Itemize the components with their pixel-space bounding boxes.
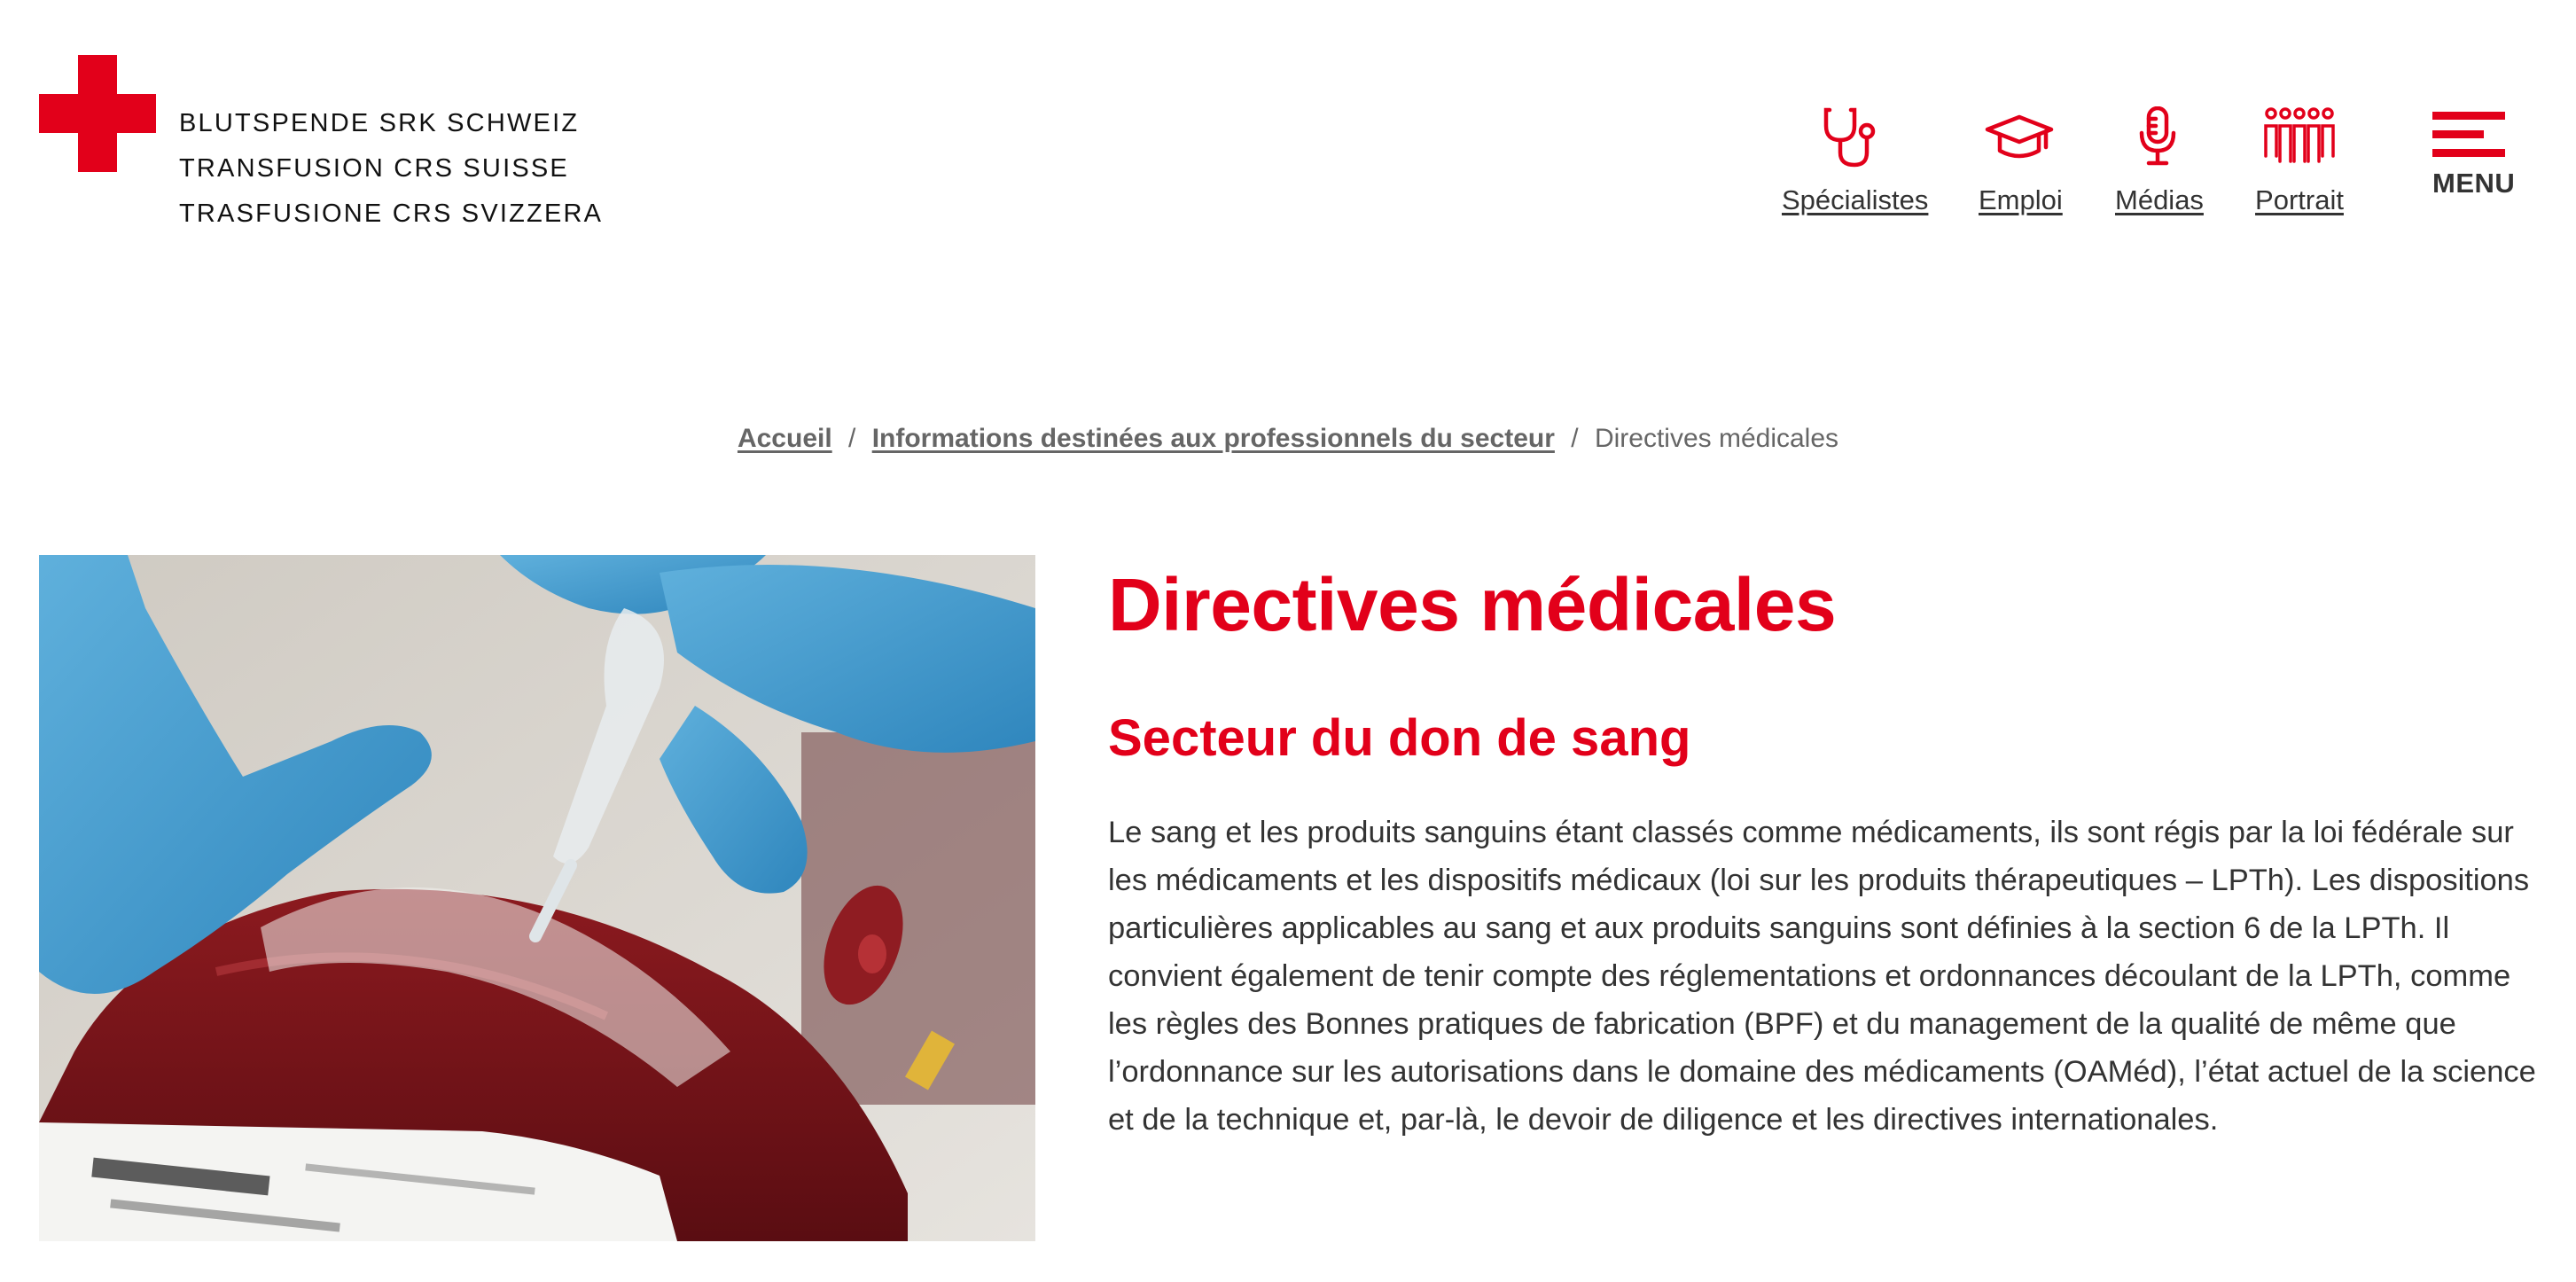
- nav-label-portrait: Portrait: [2255, 184, 2344, 215]
- menu-label: MENU: [2432, 168, 2516, 199]
- logo-line-it: TRASFUSIONE CRS SVIZZERA: [179, 199, 604, 228]
- nav-item-portrait[interactable]: [2255, 106, 2344, 216]
- nav-item-emploi[interactable]: [1979, 106, 2063, 216]
- nav-label-specialistes: Spécialistes: [1782, 184, 1929, 215]
- breadcrumb-link-accueil[interactable]: Accueil: [737, 424, 832, 453]
- breadcrumb-current: Directives médicales: [1594, 424, 1839, 453]
- logo-wordmark: [179, 101, 603, 237]
- graduation-cap-icon: [1984, 106, 2055, 168]
- intro-paragraph: Le sang et les produits sanguins étant classés comme médicaments, ils sont régis par la loi fédérale sur les médicaments et les dispositifs médicaux (loi sur les produits thérapeutiques – LPTh). Les dispositions particulières applicables au sang et aux produits sanguins sont définies à la section 6 de la LPTh. Il convient également de tenir compte des réglementations et ordonnances découlant de la LPTh, comme les règles des Bonnes pratiques de fabrication (BPF) et du management de la qualité de même que l’ordonnance sur les autorisations dans le domaine des médicaments (OAMéd), l’état actuel de la science et de la technique et, par-là, le devoir de diligence et les directives internationales.: [1108, 816, 2536, 1137]
- breadcrumb-link-informations[interactable]: Informations destinées aux professionnels du secteur: [871, 424, 1555, 453]
- stethoscope-icon: [1817, 106, 1888, 168]
- nav-label-emploi: Emploi: [1979, 184, 2063, 215]
- hero-image-blood-bag: [39, 555, 1035, 1241]
- main-content: [1108, 560, 2544, 1144]
- nav-item-medias[interactable]: [2115, 106, 2204, 216]
- people-group-icon: [2264, 106, 2335, 168]
- logo-line-fr: TRANSFUSION CRS SUISSE: [179, 154, 569, 183]
- menu-button[interactable]: [2432, 112, 2516, 199]
- logo-line-de: BLUTSPENDE SRK SCHWEIZ: [179, 109, 580, 137]
- nav-label-medias: Médias: [2115, 184, 2204, 215]
- section-subtitle: Secteur du don de sang: [1108, 709, 1691, 767]
- hamburger-icon: [2432, 112, 2512, 157]
- page-title: Directives médicales: [1108, 563, 1837, 646]
- nav-item-specialistes[interactable]: [1782, 106, 1929, 216]
- breadcrumb: [0, 424, 2576, 454]
- site-logo[interactable]: [39, 55, 604, 232]
- breadcrumb-separator: /: [1571, 424, 1579, 453]
- breadcrumb-separator: /: [848, 424, 856, 453]
- red-cross-icon: [39, 55, 156, 172]
- microphone-icon: [2122, 106, 2193, 168]
